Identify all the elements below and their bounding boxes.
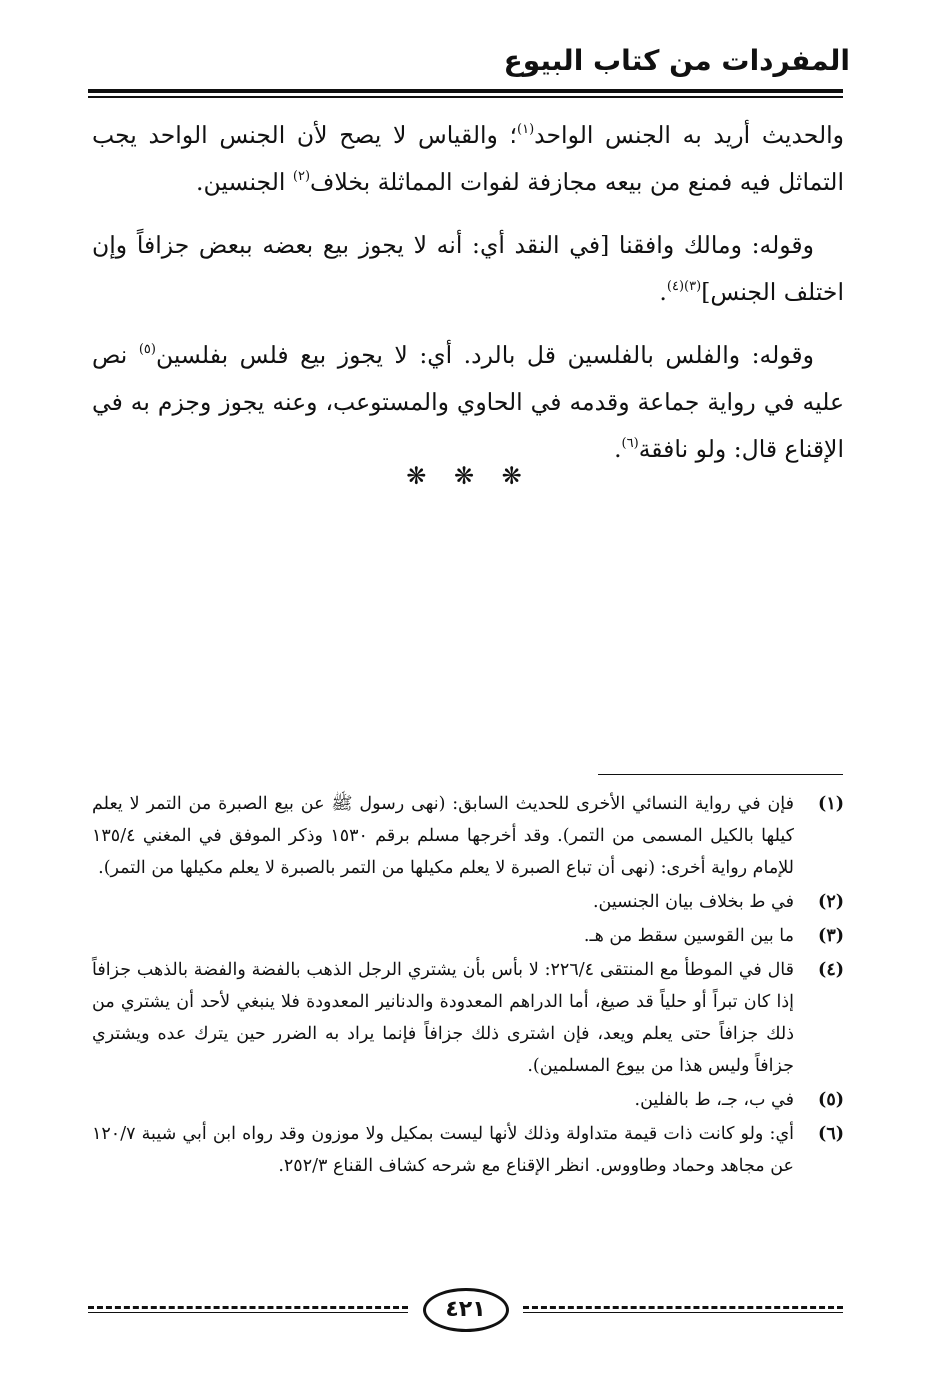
footnote-ref-2: (٢): [292, 169, 311, 184]
page-number: ٤٢١: [423, 1288, 509, 1332]
footnote-ref-1: (١): [517, 122, 535, 137]
footer-rule-right: [523, 1312, 843, 1313]
paragraph-2: وقوله: ومالك وافقنا [في النقد أي: أنه لا يجوز بيع بعضه ببعض جزافاً وإن اختلف الجنس]$^{(٣)(٤)}$.: [92, 231, 844, 306]
running-title: المفردات من كتاب البيوع: [503, 44, 850, 77]
footnote-ref-3-4: (٣)(٤): [666, 279, 702, 294]
paragraph-3: وقوله: والفلس بالفلسين قل بالرد. أي: لا يجوز بيع فلس بفلسين$^{(٥)}$ نص عليه في رواية جماعة وقدمه في الحاوي والمستوعب، وعنه يجوز وجزم به في الإقناع قال: ولو نافقة$^{(٦)}$.: [92, 341, 844, 463]
header-rule-thick: [88, 89, 843, 93]
footnote-2: (٢) في ط بخلاف بيان الجنسين.: [592, 892, 844, 912]
footer-dash-left: [88, 1306, 408, 1309]
footnote-5: (٥) في ب، جـ، ط بالفلين.: [634, 1090, 844, 1110]
footnote-ref-6: (٦): [621, 436, 639, 451]
footnote-separator: [598, 774, 843, 775]
section-ornament: ❋ ❋ ❋: [406, 462, 532, 490]
header-rule-thin: [88, 96, 843, 98]
footnote-ref-5: (٥): [138, 342, 156, 357]
footnote-4: (٤) قال في الموطأ مع المنتقى ٢٢٦/٤: لا بأس بأن يشتري الرجل الذهب بالفضة والفضة بالذهب جزافاً إذا كان تبراً أو حلياً قد صيغ، أما الدراهم المعدودة والدنانير المعدودة فلا ينبغي لأحد أن يشتري من ذلك جزافاً حتى يعلم ويعد، فإن اشترى ذلك جزافاً فإنما يراد به الضرر حين يترك عده ويشتري جزافاً وليس هذا من بيوع المسلمين).: [92, 960, 844, 1076]
page-footer: [88, 1288, 843, 1330]
paragraph-1: والحديث أريد به الجنس الواحد$^{(١)}$؛ والقياس لا يصح لأن الجنس الواحد يجب التماثل فيه فمنع من بيعه مجازفة لفوات المماثلة بخلاف$^{(٢)}$ الجنسين.: [92, 121, 844, 196]
footnote-3: (٣) ما بين القوسين سقط من هـ.: [583, 926, 844, 946]
main-text: [92, 112, 844, 473]
footer-dash-right: [523, 1306, 843, 1309]
footnote-6: (٦) أي: ولو كانت ذات قيمة متداولة وذلك لأنها ليست بمكيل ولا موزون وقد رواه ابن أبي شيبة ١٢٠/٧ عن مجاهد وحماد وطاووس. انظر الإقناع مع شرحه كشاف القناع ٢٥٢/٣.: [92, 1124, 844, 1176]
footnotes: [92, 788, 844, 1184]
footnote-1: (١) فإن في رواية النسائي الأخرى للحديث السابق: (نهى رسول ﷺ عن بيع الصبرة من التمر لا يعلم كيلها بالكيل المسمى من التمر). وقد أخرجها مسلم برقم ١٥٣٠ وذكر الموفق في المغني ١٣٥/٤ للإمام رواية أخرى: (نهى أن تباع الصبرة لا يعلم مكيلها من التمر بالصبرة لا يعلم مكيلها من التمر).: [92, 794, 844, 878]
footer-rule-left: [88, 1312, 408, 1313]
